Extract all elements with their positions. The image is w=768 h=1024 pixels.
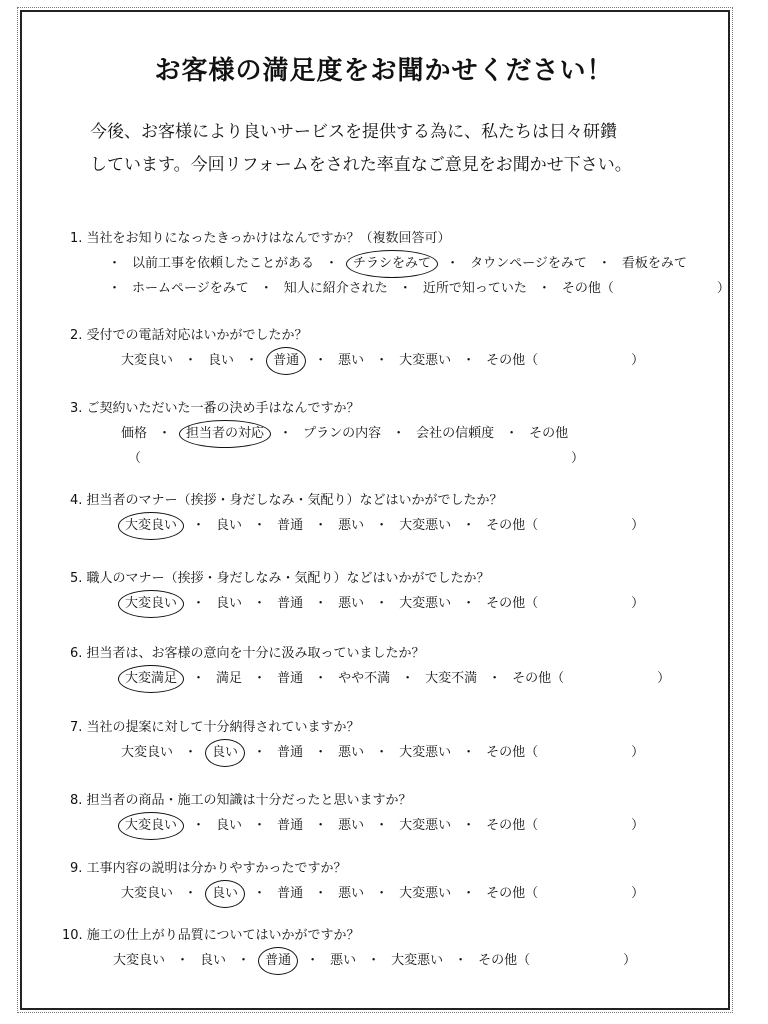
paren-close: ） — [716, 281, 730, 296]
question-text: 3. ご契約いただいた一番の決め手はなんですか？ — [70, 401, 360, 416]
selected-option[interactable]: チラシをみて — [346, 250, 438, 278]
selected-option[interactable]: 良い — [205, 880, 245, 908]
option[interactable]: 悪い — [338, 886, 365, 901]
option-row — [100, 250, 730, 276]
separator: ・ — [279, 426, 293, 441]
separator: ・ — [314, 886, 328, 901]
question-text: 2. 受付での電話対応はいかがでしたか？ — [70, 328, 308, 343]
separator: ・ — [237, 953, 251, 968]
option-row — [110, 947, 636, 973]
selected-option[interactable]: 担当者の対応 — [179, 420, 271, 448]
separator: ・ — [108, 281, 122, 296]
separator: ・ — [192, 671, 206, 686]
option[interactable]: その他（ — [486, 353, 539, 368]
separator: ・ — [367, 953, 381, 968]
option[interactable]: 良い — [200, 953, 227, 968]
option[interactable]: 良い — [216, 596, 243, 611]
option[interactable]: 近所で知っていた — [422, 281, 527, 296]
separator: ・ — [462, 353, 476, 368]
separator: ・ — [597, 256, 611, 271]
option[interactable]: 満足 — [216, 671, 243, 686]
option[interactable]: その他（ — [486, 745, 539, 760]
separator: ・ — [325, 256, 339, 271]
selected-option[interactable]: 大変良い — [118, 512, 184, 540]
separator: ・ — [375, 353, 389, 368]
option[interactable]: 大変良い — [121, 886, 174, 901]
option-row — [100, 276, 730, 302]
paren-close: ） — [623, 953, 637, 968]
separator: ・ — [454, 953, 468, 968]
question-text: 5. 職人のマナー（挨拶・身だしなみ・気配り）などはいかがでしたか？ — [70, 571, 490, 586]
separator: ・ — [375, 745, 389, 760]
separator: ・ — [398, 281, 412, 296]
separator: ・ — [253, 596, 267, 611]
option-row — [118, 665, 670, 691]
option[interactable]: 悪い — [338, 518, 365, 533]
option[interactable]: 悪い — [338, 745, 365, 760]
paren-close: ） — [631, 353, 645, 368]
option[interactable]: 大変悪い — [399, 353, 452, 368]
question-text: 10. 施工の仕上がり品質についてはいかがですか？ — [62, 928, 360, 943]
paren-close: ） — [631, 518, 645, 533]
option[interactable]: 悪い — [338, 353, 365, 368]
question-4 — [70, 490, 644, 538]
separator: ・ — [314, 671, 328, 686]
separator: ・ — [375, 886, 389, 901]
question-1 — [70, 228, 730, 302]
separator: ・ — [259, 281, 273, 296]
separator: ・ — [184, 353, 198, 368]
option[interactable]: 大変良い — [121, 353, 174, 368]
paren-close: ） — [631, 596, 645, 611]
option[interactable]: 普通 — [277, 596, 304, 611]
selected-option[interactable]: 普通 — [266, 347, 306, 375]
question-10 — [62, 925, 636, 973]
question-7 — [70, 717, 644, 765]
separator: ・ — [375, 596, 389, 611]
separator: ・ — [253, 518, 267, 533]
question-text: 9. 工事内容の説明は分かりやすかったですか？ — [70, 861, 347, 876]
option-row — [118, 420, 584, 446]
separator: ・ — [314, 818, 328, 833]
separator: ・ — [462, 745, 476, 760]
separator: ・ — [253, 886, 267, 901]
option[interactable]: 良い — [216, 818, 243, 833]
option[interactable]: 普通 — [277, 745, 304, 760]
option[interactable]: 大変悪い — [399, 818, 452, 833]
option[interactable]: 大変悪い — [391, 953, 444, 968]
option[interactable]: タウンページをみて — [470, 256, 587, 271]
question-9 — [70, 858, 644, 906]
question-text: 8. 担当者の商品・施工の知識は十分だったと思いますか？ — [70, 793, 412, 808]
selected-option[interactable]: 普通 — [258, 947, 298, 975]
option[interactable]: その他（ — [478, 953, 531, 968]
option[interactable]: その他（ — [486, 596, 539, 611]
intro-text — [90, 116, 710, 182]
option[interactable]: 価格 — [121, 426, 148, 441]
question-text: 4. 担当者のマナー（挨拶・身だしなみ・気配り）などはいかがでしたか？ — [70, 493, 503, 508]
option-row — [118, 812, 644, 838]
separator: ・ — [158, 426, 172, 441]
option[interactable]: 大変悪い — [399, 518, 452, 533]
separator: ・ — [253, 671, 267, 686]
selected-option[interactable]: 大変良い — [118, 812, 184, 840]
paren-close: ） — [571, 451, 585, 466]
option[interactable]: 大変良い — [113, 953, 166, 968]
question-8 — [70, 790, 644, 838]
question-6 — [70, 643, 670, 691]
option[interactable]: その他 — [529, 426, 569, 441]
separator: ・ — [314, 596, 328, 611]
separator: ・ — [375, 518, 389, 533]
separator: ・ — [192, 818, 206, 833]
option[interactable]: その他（ — [512, 671, 565, 686]
separator: ・ — [314, 518, 328, 533]
option-row — [118, 590, 644, 616]
intro-line: しています。今回リフォームをされた率直なご意見をお聞かせ下さい。 — [90, 155, 632, 175]
option[interactable]: その他（ — [486, 518, 539, 533]
option[interactable]: その他（ — [486, 818, 539, 833]
option[interactable]: プランの内容 — [303, 426, 382, 441]
question-5 — [70, 568, 644, 616]
option[interactable]: 看板をみて — [621, 256, 687, 271]
option[interactable]: 大変悪い — [399, 886, 452, 901]
separator: ・ — [537, 281, 551, 296]
separator: ・ — [184, 745, 198, 760]
separator: ・ — [462, 596, 476, 611]
separator: ・ — [488, 671, 502, 686]
intro-line: 今後、お客様により良いサービスを提供する為に、私たちは日々研鑽 — [90, 122, 617, 142]
separator: ・ — [245, 353, 259, 368]
option[interactable]: 大変不満 — [425, 671, 478, 686]
separator: ・ — [192, 596, 206, 611]
separator: ・ — [462, 886, 476, 901]
paren-close: ） — [631, 886, 645, 901]
separator: ・ — [184, 886, 198, 901]
selected-option[interactable]: 大変満足 — [118, 665, 184, 693]
option[interactable]: やや不満 — [338, 671, 391, 686]
separator: ・ — [314, 745, 328, 760]
separator: ・ — [253, 818, 267, 833]
option[interactable]: その他（ — [561, 281, 614, 296]
selected-option[interactable]: 良い — [205, 739, 245, 767]
paren-open: （ — [128, 451, 142, 466]
option[interactable]: ホームページをみて — [132, 281, 249, 296]
option[interactable]: 悪い — [330, 953, 357, 968]
option[interactable]: 大変悪い — [399, 745, 452, 760]
separator: ・ — [462, 818, 476, 833]
separator: ・ — [314, 353, 328, 368]
option-row — [118, 512, 644, 538]
separator: ・ — [505, 426, 519, 441]
separator: ・ — [108, 256, 122, 271]
option[interactable]: 会社の信頼度 — [416, 426, 495, 441]
option[interactable]: 大変悪い — [399, 596, 452, 611]
option[interactable]: 良い — [208, 353, 235, 368]
option[interactable]: 以前工事を依頼したことがある — [132, 256, 315, 271]
separator: ・ — [375, 818, 389, 833]
option[interactable]: 良い — [216, 518, 243, 533]
separator: ・ — [462, 518, 476, 533]
question-2 — [70, 325, 644, 373]
separator: ・ — [192, 518, 206, 533]
option[interactable]: 悪い — [338, 596, 365, 611]
option[interactable]: 普通 — [277, 518, 304, 533]
option[interactable]: 悪い — [338, 818, 365, 833]
separator: ・ — [306, 953, 320, 968]
paren-close: ） — [631, 745, 645, 760]
separator: ・ — [253, 745, 267, 760]
option-row — [128, 446, 584, 472]
selected-option[interactable]: 大変良い — [118, 590, 184, 618]
option[interactable]: 普通 — [277, 671, 304, 686]
paren-close: ） — [657, 671, 671, 686]
option[interactable]: 知人に紹介された — [283, 281, 388, 296]
page-title: お客様の満足度をお聞かせください！ — [154, 56, 614, 86]
separator: ・ — [176, 953, 190, 968]
option[interactable]: その他（ — [486, 886, 539, 901]
separator: ・ — [392, 426, 406, 441]
question-3 — [70, 398, 584, 472]
option[interactable]: 大変良い — [121, 745, 174, 760]
option[interactable]: 普通 — [277, 818, 304, 833]
question-text: 7. 当社の提案に対して十分納得されていますか？ — [70, 720, 360, 735]
option-row — [118, 347, 644, 373]
option-row — [118, 739, 644, 765]
question-text: 6. 担当者は、お客様の意向を十分に汲み取っていましたか？ — [70, 646, 425, 661]
separator: ・ — [446, 256, 460, 271]
option[interactable]: 普通 — [277, 886, 304, 901]
question-text: 1. 当社をお知りになったきっかけはなんですか？（複数回答可） — [70, 231, 451, 246]
paren-close: ） — [631, 818, 645, 833]
separator: ・ — [401, 671, 415, 686]
option-row — [118, 880, 644, 906]
